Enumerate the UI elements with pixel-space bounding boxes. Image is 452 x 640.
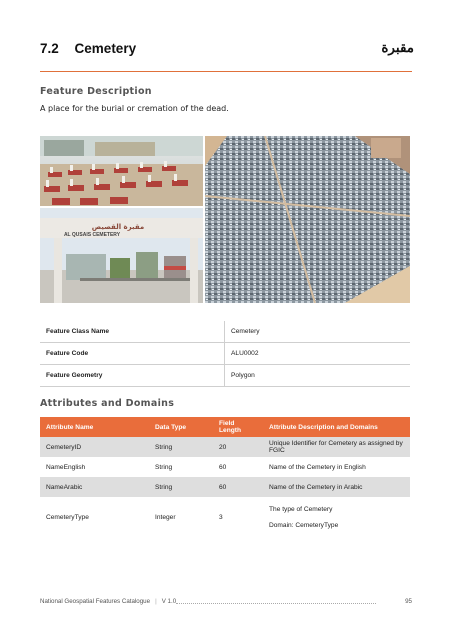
table-row	[40, 321, 410, 343]
description-cell: Name of the Cemetery in English	[269, 463, 366, 471]
cemetery-gate-photo	[40, 208, 203, 303]
heading-divider	[40, 71, 412, 72]
domain-line: Domain: CemeteryType	[269, 521, 339, 529]
feature-class-key: Feature Class Name	[40, 321, 225, 343]
table-row	[40, 343, 410, 365]
feature-class-value: Cemetery	[225, 321, 411, 343]
cemetery-graves-photo	[40, 136, 203, 206]
section-title: Cemetery	[74, 41, 137, 56]
column-header-field-length: Field Length	[213, 417, 263, 437]
field-length-cell: 3	[219, 513, 223, 521]
attribute-name-cell: CemeteryType	[46, 513, 89, 521]
description-line: The type of Cemetery	[269, 505, 333, 513]
gate-sign-english: AL QUSAIS CEMETERY	[63, 232, 121, 238]
arabic-title: مقبرة	[381, 40, 414, 55]
attribute-name-cell: NameArabic	[40, 477, 149, 497]
data-type-cell: Integer	[155, 513, 176, 521]
description-cell: Name of the Cemetery in Arabic	[263, 477, 410, 497]
table-row	[40, 497, 410, 537]
feature-description-text: A place for the burial or cremation of the dead.	[40, 104, 229, 113]
table-row	[40, 457, 410, 477]
table-header-row	[40, 417, 410, 437]
cemetery-aerial-photo	[205, 136, 410, 303]
footer: National Geospatial Features Catalogue | V 1.0	[40, 598, 177, 605]
data-type-cell: String	[149, 437, 213, 457]
feature-class-table	[40, 321, 410, 387]
description-cell: Unique Identifier for Cemetery as assigned by FGIC	[263, 437, 410, 457]
feature-description-heading: Feature Description	[40, 86, 152, 97]
column-header-data-type: Data Type	[149, 417, 213, 437]
feature-class-value: ALU0002	[225, 343, 411, 365]
table-row	[40, 437, 410, 457]
gate-sign-arabic: مقبرة القصيص	[91, 223, 145, 231]
section-heading	[40, 41, 136, 56]
field-length-cell: 60	[213, 477, 263, 497]
column-header-description: Attribute Description and Domains	[263, 417, 410, 437]
footer-title: National Geospatial Features Catalogue	[40, 598, 151, 605]
attribute-name-cell: CemeteryID	[40, 437, 149, 457]
footer-dot-leader	[176, 597, 376, 604]
page-number: 95	[405, 598, 412, 605]
column-header-attribute-name: Attribute Name	[40, 417, 149, 437]
table-row	[40, 365, 410, 387]
field-length-cell: 20	[213, 437, 263, 457]
field-length-cell: 60	[219, 463, 227, 471]
footer-version: V 1.0	[161, 598, 177, 605]
attributes-table	[40, 417, 410, 537]
attributes-heading: Attributes and Domains	[40, 398, 175, 409]
description-cell	[263, 497, 410, 537]
attribute-name-cell: NameEnglish	[46, 463, 86, 471]
data-type-cell: String	[149, 477, 213, 497]
feature-class-value: Polygon	[225, 365, 411, 387]
section-number: 7.2	[40, 41, 59, 56]
feature-class-key: Feature Code	[40, 343, 225, 365]
table-row	[40, 477, 410, 497]
data-type-cell: String	[155, 463, 173, 471]
feature-class-key: Feature Geometry	[40, 365, 225, 387]
